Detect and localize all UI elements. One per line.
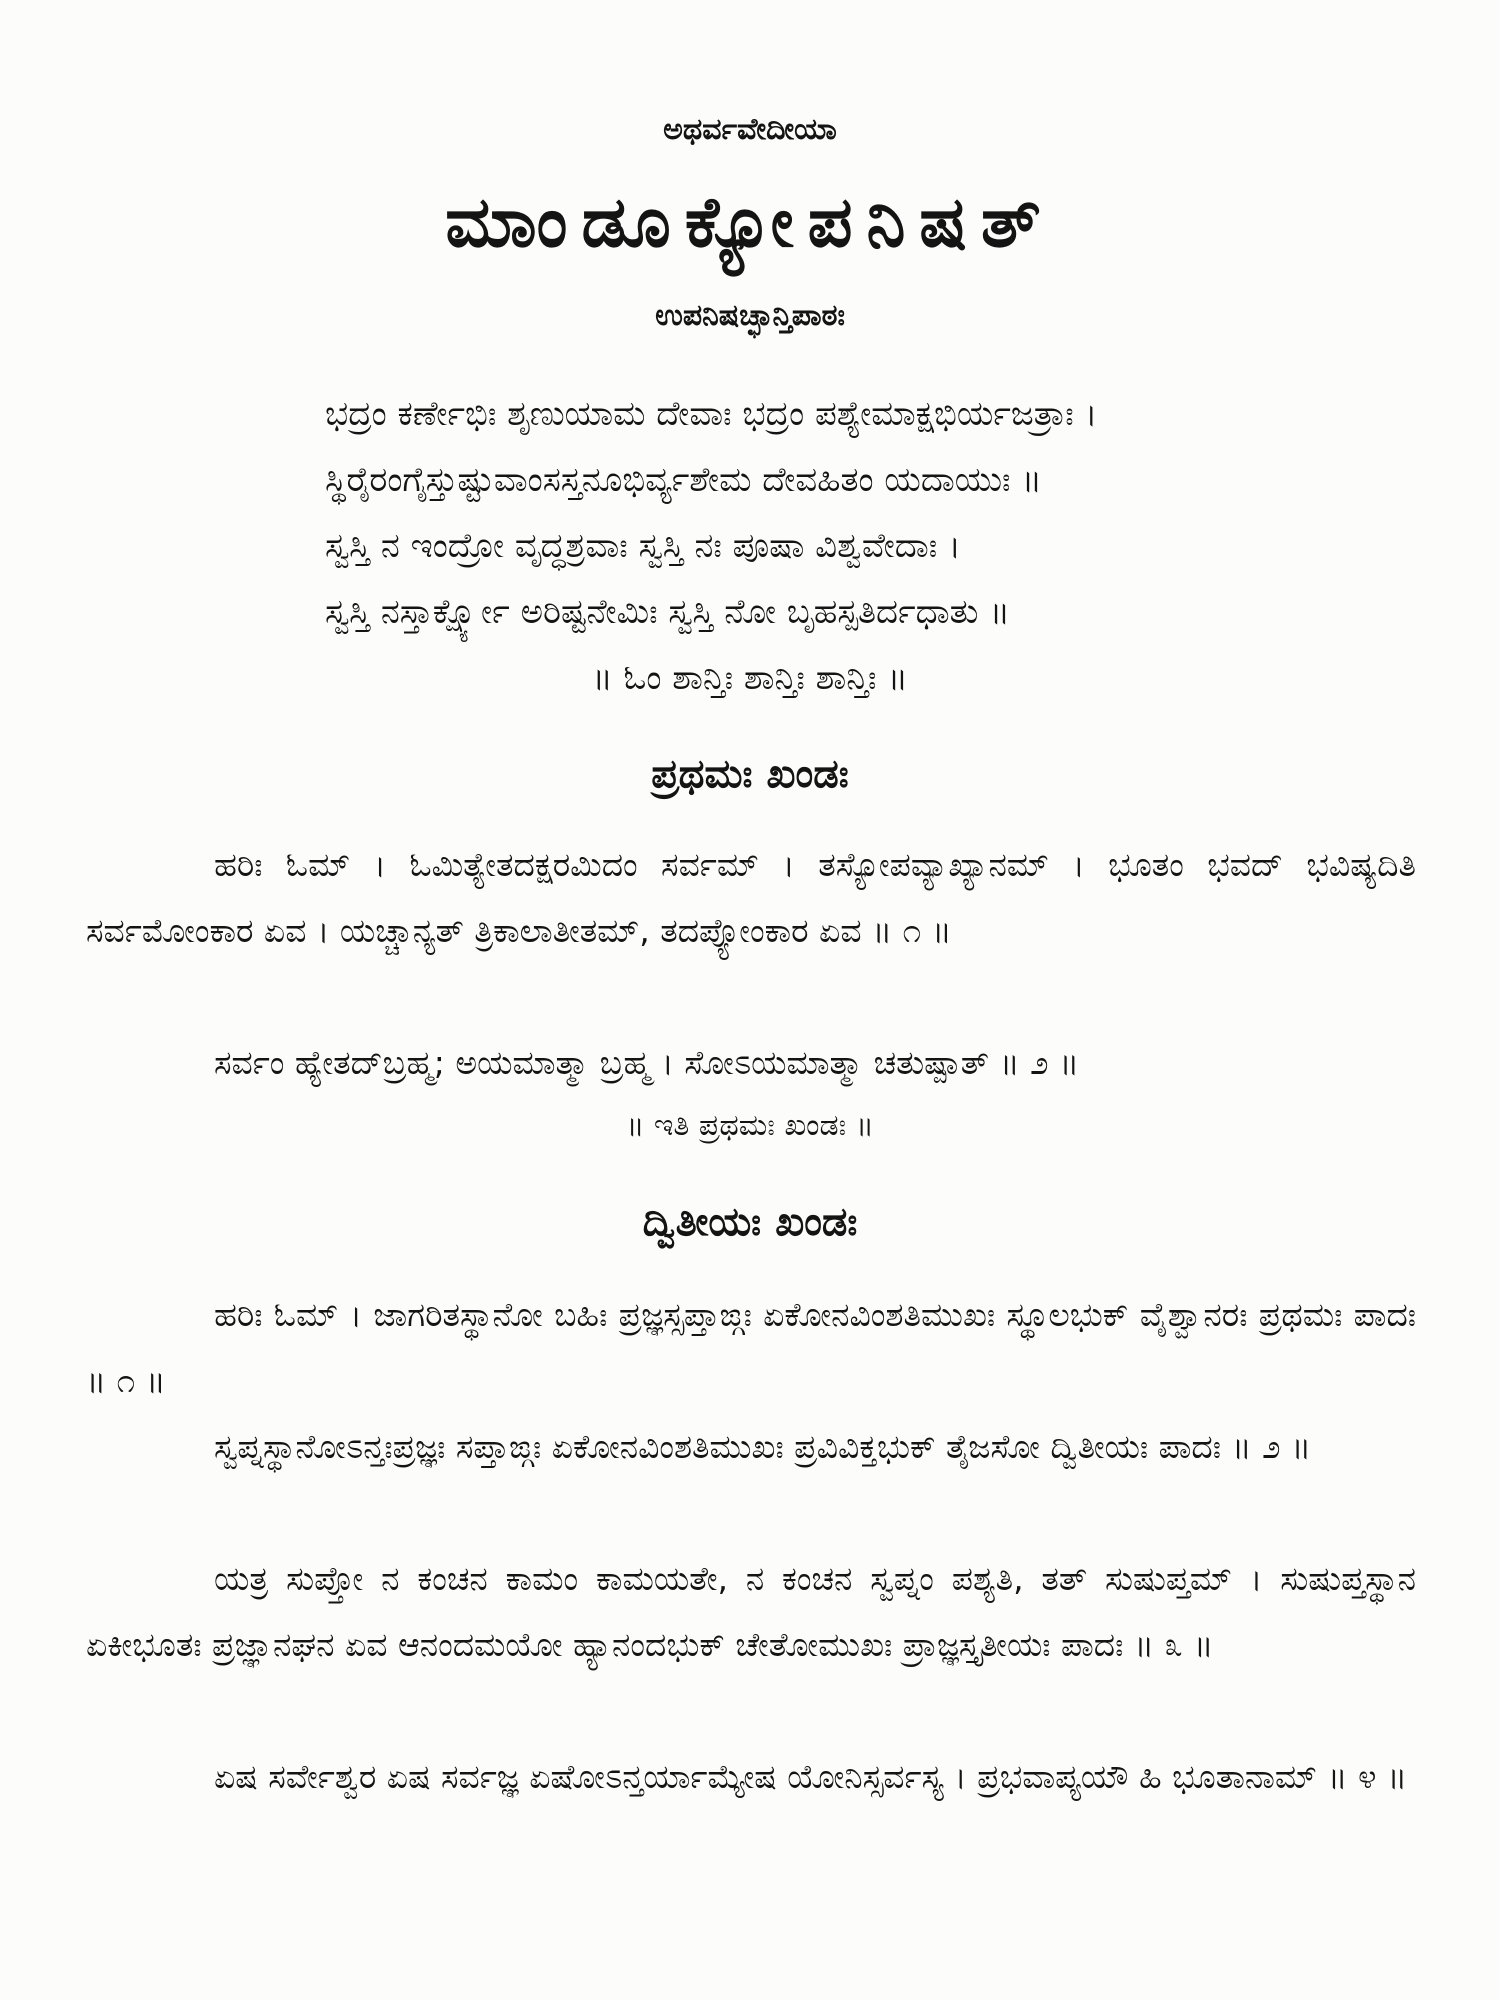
shanti-verse-line: ಭದ್ರಂ ಕರ್ಣೇಭಿಃ ಶೃಣುಯಾಮ ದೇವಾಃ ಭದ್ರಂ ಪಶ್ಯೇಮಾಕ್ಷಭಿರ್ಯಜತ್ರಾಃ । <box>325 394 1098 434</box>
paragraph: ಹರಿಃ ಓಮ್ । ಜಾಗರಿತಸ್ಥಾನೋ ಬಹಿಃ ಪ್ರಜ್ಞಸ್ಸಪ್ತಾಙ್ಗಃ ಏಕೋನವಿಂಶತಿಮುಖಃ ಸ್ಥೂಲಭುಕ್ ವೈಶ್ವಾನರಃ ಪ್ರಥಮಃ ಪಾದಃ ॥ ೧ ॥ <box>86 1295 1416 1400</box>
pre-title: ಅಥರ್ವವೇದೀಯಾ <box>663 112 837 147</box>
shanti-closing: ॥ ಓಂ ಶಾನ್ತಿಃ ಶಾನ್ತಿಃ ಶಾನ್ತಿಃ ॥ <box>591 658 909 698</box>
section-end-1: ॥ ಇತಿ ಪ್ರಥಮಃ ಖಂಡಃ ॥ <box>626 1108 874 1143</box>
paragraph: ಸರ್ವಂ ಹ್ಯೇತದ್‌ಬ್ರಹ್ಮ; ಅಯಮಾತ್ಮಾ ಬ್ರಹ್ಮ । ಸೋಽಯಮಾತ್ಮಾ ಚತುಷ್ಪಾತ್ ॥ ೨ ॥ <box>214 1043 1080 1082</box>
shanti-verse-line: ಸ್ವಸ್ತಿ ನ ಇಂದ್ರೋ ವೃದ್ಧಶ್ರವಾಃ ಸ್ವಸ್ತಿ ನಃ ಪೂಷಾ ವಿಶ್ವವೇದಾಃ । <box>325 526 961 566</box>
shanti-path-heading: ಉಪನಿಷಚ್ಛಾನ್ತಿಪಾಠಃ <box>655 298 845 333</box>
section-heading-2: ದ್ವಿತೀಯಃ ಖಂಡಃ <box>642 1199 858 1245</box>
paragraph: ಹರಿಃ ಓಮ್ । ಓಮಿತ್ಯೇತದಕ್ಷರಮಿದಂ ಸರ್ವಮ್ । ತಸ್ಯೋಪವ್ಯಾಖ್ಯಾನಮ್ । ಭೂತಂ ಭವದ್ ಭವಿಷ್ಯದಿತಿ ಸರ್ವಮೋಂಕಾರ ಏವ । ಯಚ್ಚಾನ್ಯತ್ ತ್ರಿಕಾಲಾತೀತಮ್, ತದಪ್ಯೋಂಕಾರ ಏವ ॥ ೧ ॥ <box>86 845 1416 950</box>
shanti-verse-line: ಸ್ವಸ್ತಿ ನಸ್ತಾರ್ಕ್ಷ್ಯೋ ಅರಿಷ್ಟನೇಮಿಃ ಸ್ವಸ್ತಿ ನೋ ಬೃಹಸ್ಪತಿರ್ದಧಾತು ॥ <box>325 592 1010 632</box>
page-title: ಮಾಂಡೂಕ್ಯೋಪನಿಷತ್ <box>445 181 1055 263</box>
shanti-verse-line: ಸ್ಥಿರೈರಂಗೈಸ್ತುಷ್ಟುವಾಂಸಸ್ತನೂಭಿರ್ವ್ಯಶೇಮ ದೇವಹಿತಂ ಯದಾಯುಃ ॥ <box>325 460 1043 500</box>
paragraph: ಏಷ ಸರ್ವೇಶ್ವರ ಏಷ ಸರ್ವಜ್ಞ ಏಷೋಽನ್ತರ್ಯಾಮ್ಯೇಷ ಯೋನಿಸ್ಸರ್ವಸ್ಯ । ಪ್ರಭವಾಪ್ಯಯೌ ಹಿ ಭೂತಾನಾಮ್ ॥ ೪ ॥ <box>214 1757 1408 1796</box>
section-heading-1: ಪ್ರಥಮಃ ಖಂಡಃ <box>651 751 849 797</box>
paragraph: ಸ್ವಪ್ನಸ್ಥಾನೋಽನ್ತಃಪ್ರಜ್ಞಃ ಸಪ್ತಾಙ್ಗಃ ಏಕೋನವಿಂಶತಿಮುಖಃ ಪ್ರವಿವಿಕ್ತಭುಕ್ ತೈಜಸೋ ದ್ವಿತೀಯಃ ಪಾದಃ ॥ ೨ ॥ <box>214 1427 1312 1466</box>
paragraph: ಯತ್ರ ಸುಪ್ತೋ ನ ಕಂಚನ ಕಾಮಂ ಕಾಮಯತೇ, ನ ಕಂಚನ ಸ್ವಪ್ನಂ ಪಶ್ಯತಿ, ತತ್ ಸುಷುಪ್ತಮ್ । ಸುಷುಪ್ತಸ್ಥಾನ ಏಕೀಭೂತಃ ಪ್ರಜ್ಞಾನಘನ ಏವ ಆನಂದಮಯೋ ಹ್ಯಾನಂದಭುಕ್ ಚೇತೋಮುಖಃ ಪ್ರಾಜ್ಞಸ್ತೃತೀಯಃ ಪಾದಃ ॥ ೩ ॥ <box>86 1559 1416 1664</box>
